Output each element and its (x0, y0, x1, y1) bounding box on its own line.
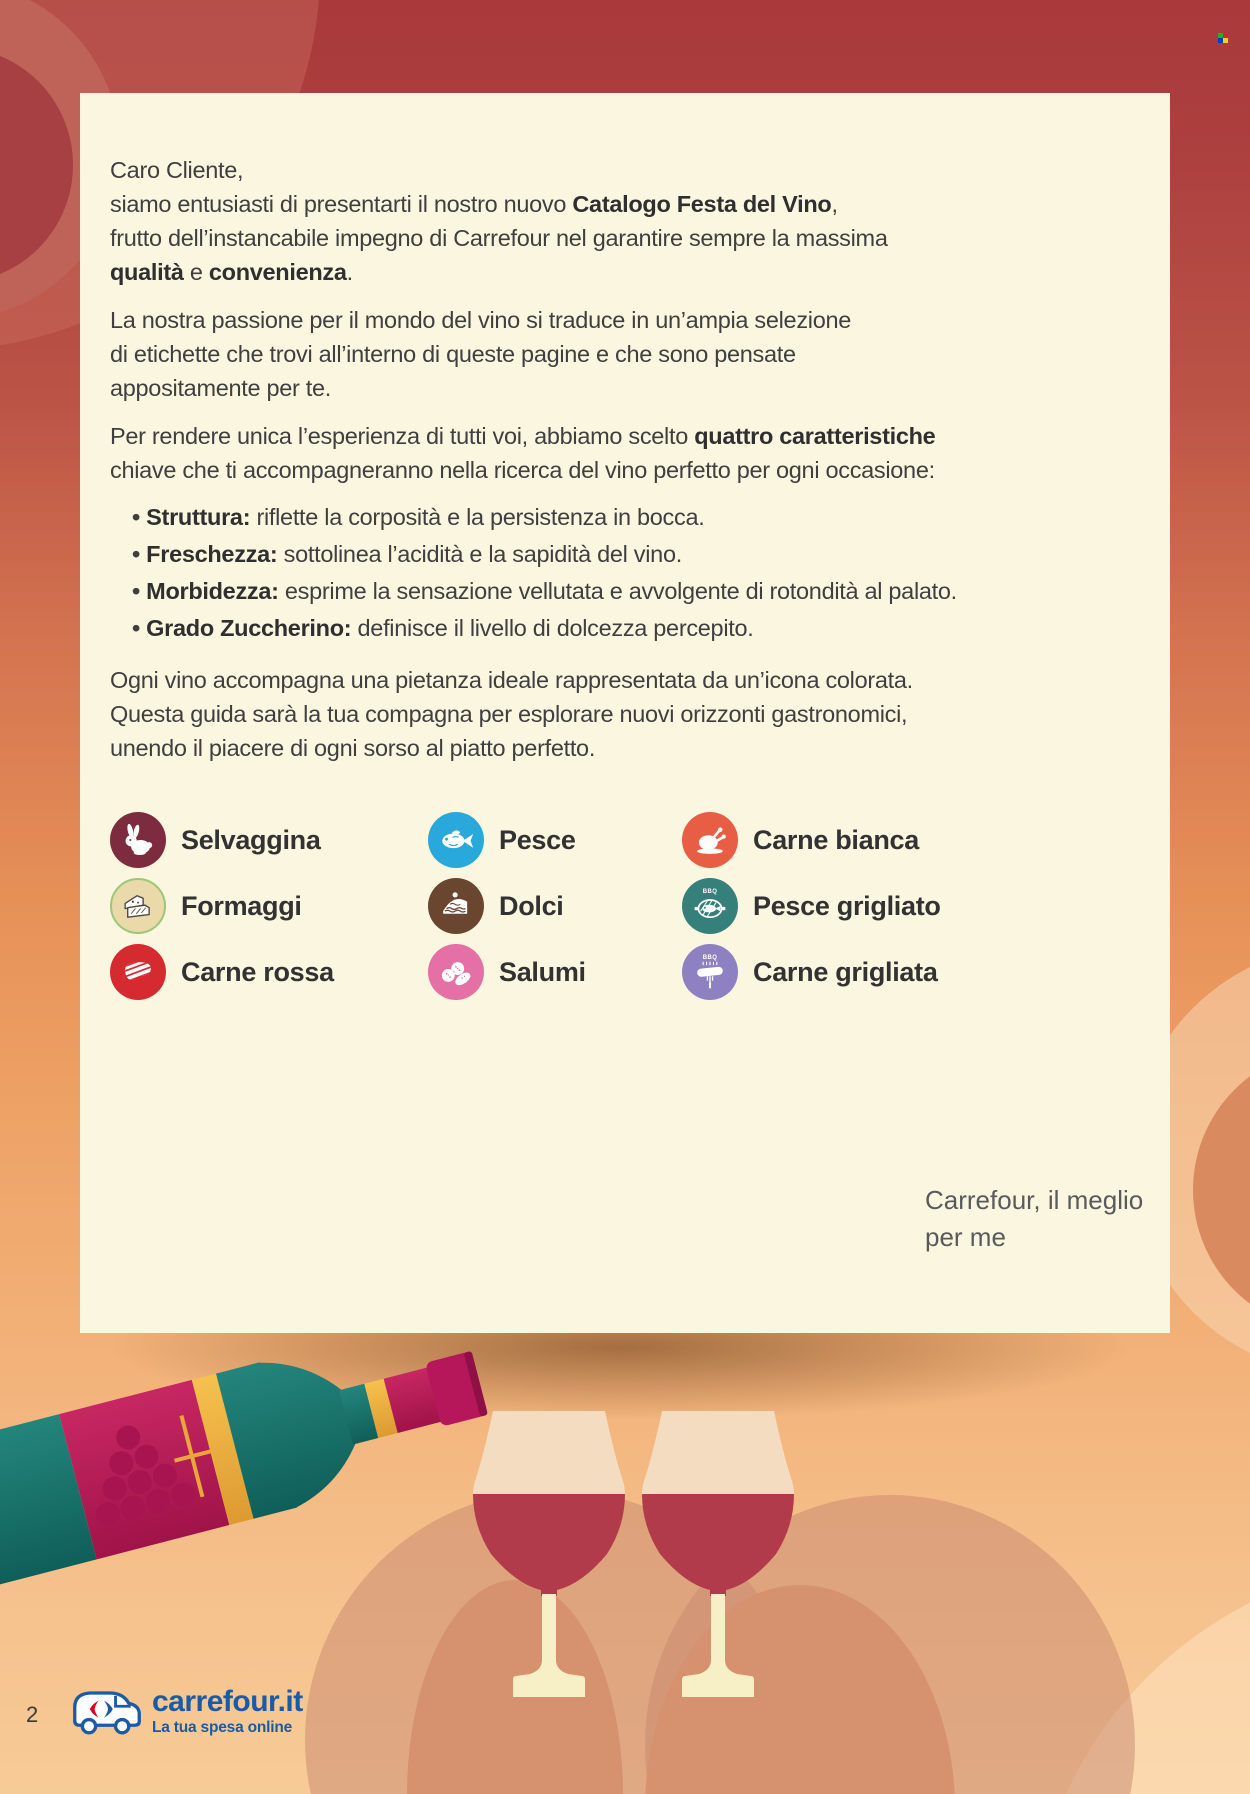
category-carne-bianca (682, 812, 1140, 868)
category-label: Carne grigliata (753, 956, 938, 987)
category-label: Formaggi (181, 890, 302, 921)
category-carne-rossa (110, 944, 428, 1000)
category-label: Pesce (499, 824, 576, 855)
svg-text:BBQ: BBQ (702, 889, 718, 896)
text-line: La nostra passione per il mondo del vino si traduce in un’ampia selezione (110, 307, 852, 333)
cake-icon (428, 878, 484, 934)
text-line: chiave che ti accompagneranno nella ricerca del vino perfetto per ogni occasione: (110, 457, 935, 483)
roast-chicken-icon (682, 812, 738, 868)
category-pesce (428, 812, 682, 868)
feature-list (110, 499, 1140, 647)
mark-yellow (1223, 38, 1228, 43)
feature-freschezza: • Freschezza: sottolinea l’acidità e la sapidità del vino. (132, 536, 1140, 573)
category-label: Salumi (499, 956, 586, 987)
paragraph-characteristics (110, 419, 1140, 487)
signature (925, 1182, 1170, 1256)
category-label: Pesce grigliato (753, 890, 941, 921)
category-label: Carne rossa (181, 956, 334, 987)
wine-glass-left (464, 1408, 634, 1708)
grilled-sausage-icon (682, 944, 738, 1000)
rabbit-icon (110, 812, 166, 868)
brand-tagline: La tua spesa online (152, 1718, 293, 1736)
feature-struttura: • Struttura: riflette la corposità e la persistenza in bocca. (132, 499, 1140, 536)
paragraph-passion (110, 303, 1140, 405)
delivery-van-icon (70, 1682, 144, 1740)
category-dolci (428, 878, 682, 934)
text-line: appositamente per te. (110, 375, 332, 401)
category-selvaggina (110, 812, 428, 868)
category-carne-grigliata (682, 944, 1140, 1000)
category-label: Carne bianca (753, 824, 919, 855)
category-label: Selvaggina (181, 824, 321, 855)
category-salumi (428, 944, 682, 1000)
fish-icon (428, 812, 484, 868)
category-label: Dolci (499, 890, 564, 921)
cheese-icon (110, 878, 166, 934)
carrefour-logo-link[interactable] (70, 1682, 303, 1740)
letter-card (80, 93, 1170, 1333)
signature-line: il meglio per me (925, 1185, 1144, 1252)
svg-text:BBQ: BBQ (702, 955, 718, 962)
page-number: 2 (26, 1702, 39, 1727)
grilled-fish-icon (682, 878, 738, 934)
text-line: Caro Cliente, (110, 157, 244, 183)
salami-icon (428, 944, 484, 1000)
text-line: Ogni vino accompagna una pietanza ideale rappresentata da un’icona colorata. (110, 667, 913, 693)
category-formaggi (110, 878, 428, 934)
text-line: siamo entusiasti di presentarti il nostro nuovo Catalogo Festa del Vino, (110, 191, 838, 217)
brand-text: carrefour.it (152, 1684, 303, 1718)
paragraph-greeting (110, 153, 1140, 289)
text-line: qualità e convenienza. (110, 259, 353, 285)
print-registration-mark (1218, 33, 1228, 43)
category-pesce-grigliato (682, 878, 1140, 934)
text-line: unendo il piacere di ogni sorso al piatto perfetto. (110, 735, 596, 761)
category-legend (110, 807, 1140, 1005)
wine-glass-right (633, 1408, 803, 1708)
letter-body (110, 153, 1140, 765)
text-line: frutto dell’instancabile impegno di Carrefour nel garantire sempre la massima (110, 225, 888, 251)
steak-icon (110, 944, 166, 1000)
text-line: Per rendere unica l’esperienza di tutti voi, abbiamo scelto quattro caratteristiche (110, 423, 936, 449)
page-footer (0, 1680, 1250, 1760)
signature-line: Carrefour, (925, 1185, 1041, 1215)
feature-grado-zuccherino: • Grado Zuccherino: definisce il livello di dolcezza percepito. (132, 610, 1140, 647)
text-line: di etichette che trovi all’interno di queste pagine e che sono pensate (110, 341, 796, 367)
text-line: Questa guida sarà la tua compagna per esplorare nuovi orizzonti gastronomici, (110, 701, 908, 727)
feature-morbidezza: • Morbidezza: esprime la sensazione vellutata e avvolgente di rotondità al palato. (132, 573, 1140, 610)
paragraph-icons-intro (110, 663, 1140, 765)
